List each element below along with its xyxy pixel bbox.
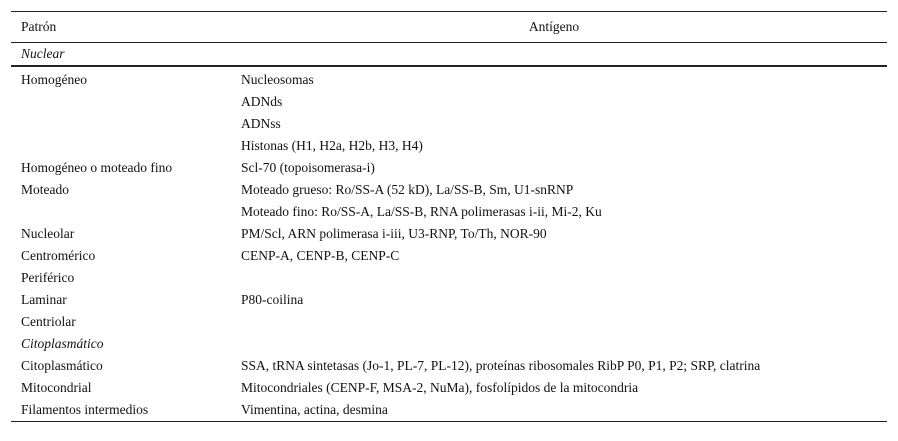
pattern-cell: Citoplasmático	[21, 358, 103, 373]
pattern-cell: Homogéneo o moteado fino	[21, 160, 173, 175]
table-row	[11, 267, 887, 289]
table-row	[11, 377, 887, 399]
table-row	[11, 355, 887, 377]
table-row	[11, 113, 887, 135]
header-antigen: Antígeno	[231, 12, 887, 43]
antigen-cell	[231, 267, 887, 289]
pattern-cell	[11, 91, 231, 113]
pattern-cell: Laminar	[21, 292, 67, 307]
header-pattern: Patrón	[11, 12, 231, 43]
antigen-cell: Nucleosomas	[241, 72, 314, 87]
table-row	[11, 179, 887, 201]
pattern-cell: Centriolar	[21, 314, 76, 329]
table-row	[11, 91, 887, 113]
antigen-cell	[231, 311, 887, 333]
table-row	[11, 399, 887, 422]
table-row	[11, 223, 887, 245]
table-row	[11, 311, 887, 333]
pattern-cell: Filamentos intermedios	[11, 399, 231, 422]
table-row	[11, 289, 887, 311]
table-row	[11, 135, 887, 157]
antigen-cell: Scl-70 (topoisomerasa-i)	[241, 160, 375, 175]
antigen-cell: Vimentina, actina, desmina	[231, 399, 887, 422]
antigen-cell: Moteado grueso: Ro/SS-A (52 kD), La/SS-B, Sm, U1-snRNP	[241, 182, 574, 197]
antigen-cell: Mitocondriales (CENP-F, MSA-2, NuMa), fosfolípidos de la mitocondria	[241, 380, 639, 395]
antigen-cell: P80-coilina	[241, 292, 304, 307]
antigen-cell: Histonas (H1, H2a, H2b, H3, H4)	[241, 138, 423, 153]
section-row-nuclear	[11, 43, 887, 67]
antigen-cell: SSA, tRNA sintetasas (Jo-1, PL-7, PL-12), proteínas ribosomales RibP P0, P1, P2; SRP, clatrina	[241, 358, 761, 373]
table-row	[11, 157, 887, 179]
pattern-cell	[11, 135, 231, 157]
pattern-cell: Moteado	[21, 182, 69, 197]
table-row	[11, 69, 887, 91]
table-header-row	[11, 12, 887, 43]
pattern-cell: Homogéneo	[21, 72, 87, 87]
antigen-cell: ADNss	[241, 116, 281, 131]
pattern-cell: Centromérico	[21, 248, 96, 263]
antigen-cell: Moteado fino: Ro/SS-A, La/SS-B, RNA polimerasas i-ii, Mi-2, Ku	[241, 204, 602, 219]
pattern-cell: Mitocondrial	[21, 380, 92, 395]
section-label-nuclear: Nuclear	[11, 43, 887, 67]
table-row	[11, 201, 887, 223]
antigen-cell: CENP-A, CENP-B, CENP-C	[241, 248, 400, 263]
pattern-cell: Nucleolar	[21, 226, 75, 241]
table-row	[11, 245, 887, 267]
section-label-cytoplasmic: Citoplasmático	[21, 336, 104, 351]
antigen-table-container	[11, 11, 887, 422]
pattern-cell	[11, 201, 231, 223]
antigen-cell: PM/Scl, ARN polimerasa i-iii, U3-RNP, To/Th, NOR-90	[241, 226, 547, 241]
pattern-cell	[11, 113, 231, 135]
antigen-pattern-table	[11, 11, 887, 422]
pattern-cell: Periférico	[21, 270, 75, 285]
antigen-cell: ADNds	[241, 94, 283, 109]
section-row-cytoplasmic	[11, 333, 887, 355]
